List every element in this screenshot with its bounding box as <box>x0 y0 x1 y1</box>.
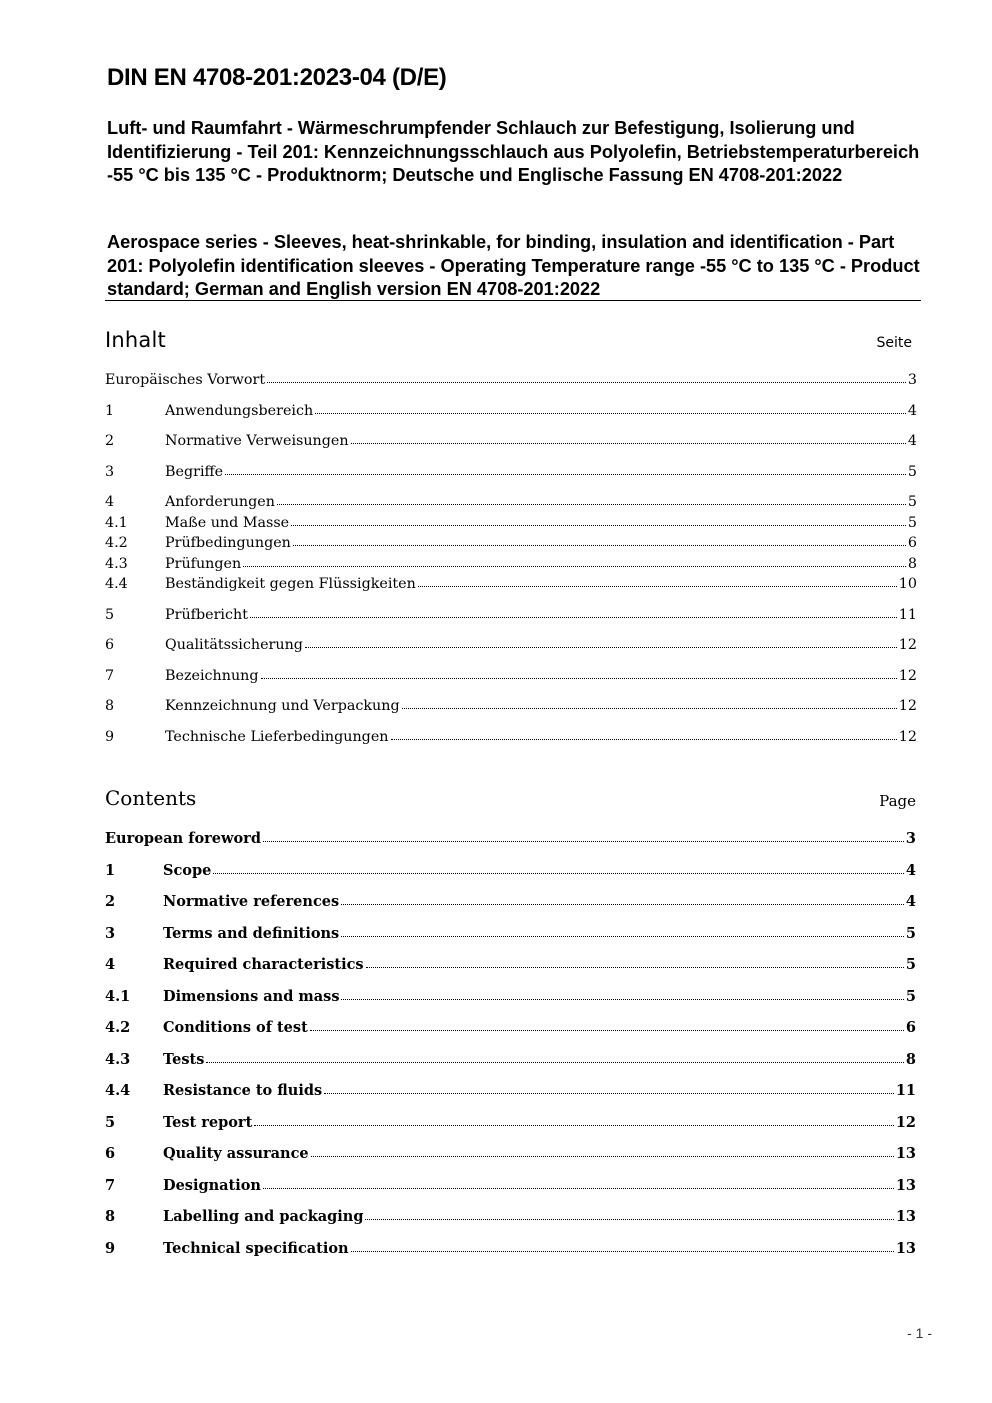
toc-entry-page: 11 <box>898 606 917 623</box>
toc-entry-page: 11 <box>895 1082 916 1099</box>
toc-dot-leader <box>402 706 897 709</box>
toc-entry-page: 5 <box>905 987 916 1005</box>
title-german: Luft- und Raumfahrt - Wärmeschrumpfender Schlauch zur Befestigung, Isolierung und Identifizierung - Teil 201: Kennzeichnungsschlauch aus Polyolefin, Betriebstemperaturbereich -55 °C bis 135 °C - Produktnorm; Deutsche und Englische Fassung EN 4708-201:2022 <box>107 118 920 186</box>
document-id: DIN EN 4708-201:2023-04 (D/E) <box>107 64 447 91</box>
toc-entry[interactable] <box>105 556 917 572</box>
toc-entry-number: 5 <box>105 1113 116 1131</box>
toc-entry-page: 3 <box>905 830 916 847</box>
toc-entry[interactable] <box>105 637 917 653</box>
toc-entry-number: 1 <box>105 402 115 419</box>
toc-entry-page: 12 <box>895 1113 916 1131</box>
toc-dot-leader <box>305 645 897 648</box>
toc-entry-title: Technical specification <box>163 1239 349 1257</box>
toc-entry-title: Begriffe <box>165 463 224 480</box>
toc-entry[interactable] <box>105 988 916 1005</box>
toc-entry-title: Beständigkeit gegen Flüssigkeiten <box>165 576 416 592</box>
toc-dot-leader <box>293 543 906 546</box>
toc-entry-title: Qualitätssicherung <box>165 637 303 653</box>
title-rule <box>105 300 921 301</box>
toc-entry-number: 7 <box>105 667 115 684</box>
toc-entry-title: Required characteristics <box>163 956 364 973</box>
title-english: Aerospace series - Sleeves, heat-shrinkable, for binding, insulation and identification - Part 201: Polyolefin identification sleeves - Operating Temperature range -55 °C to 135 °C - Product standard; German and English version EN 4708-201:2022 <box>107 232 920 300</box>
toc-entry-number: 1 <box>105 861 116 879</box>
toc-entry-title: Designation <box>163 1176 261 1194</box>
toc-entry-number: 8 <box>105 698 115 714</box>
toc-entry-page: 12 <box>898 728 917 745</box>
toc-entry-page: 5 <box>905 956 916 973</box>
toc-entry[interactable] <box>105 893 916 910</box>
toc-dot-leader <box>277 502 906 505</box>
toc-entry[interactable] <box>105 830 916 847</box>
toc-dot-leader <box>213 871 904 874</box>
toc-entry-title: European foreword <box>105 830 261 847</box>
toc-entry-number: 3 <box>105 924 116 942</box>
toc-dot-leader <box>263 1186 894 1189</box>
toc-entry-page: 6 <box>905 1019 916 1036</box>
toc-dot-leader <box>243 564 906 567</box>
toc-dot-leader <box>351 441 906 444</box>
toc-heading-german: Inhalt <box>105 328 166 352</box>
toc-entry-title: Terms and definitions <box>163 924 340 942</box>
toc-entry-title: Technische Lieferbedingungen <box>165 728 389 745</box>
toc-entry-title: Tests <box>163 1050 205 1068</box>
toc-entry-number: 4.2 <box>105 1019 131 1036</box>
page-number: - 1 - <box>907 1325 932 1341</box>
toc-heading-english: Contents <box>105 786 197 810</box>
toc-entry-page: 4 <box>907 433 917 449</box>
toc-entry-page: 13 <box>895 1208 916 1225</box>
toc-entry-title: Anforderungen <box>165 494 275 510</box>
toc-dot-leader <box>391 737 897 740</box>
toc-entry-number: 6 <box>105 637 115 653</box>
toc-entry-number: 7 <box>105 1176 116 1194</box>
toc-entry-page: 8 <box>905 1050 916 1068</box>
toc-entry-title: Quality assurance <box>163 1145 309 1162</box>
toc-entry-title: Conditions of test <box>163 1019 308 1036</box>
toc-entry[interactable] <box>105 1177 916 1194</box>
toc-dot-leader <box>365 1217 893 1220</box>
toc-entry-title: Scope <box>163 861 212 879</box>
toc-entry-page: 3 <box>907 372 917 388</box>
toc-entry-title: Bezeichnung <box>165 667 259 684</box>
toc-entry[interactable] <box>105 1082 916 1099</box>
toc-entry-title: Normative references <box>163 893 340 910</box>
toc-entry[interactable] <box>105 372 917 388</box>
toc-entry[interactable] <box>105 956 916 973</box>
toc-dot-leader <box>225 472 906 475</box>
toc-entry-number: 4.4 <box>105 576 128 592</box>
toc-entry[interactable] <box>105 668 917 684</box>
toc-entry-number: 9 <box>105 1239 116 1257</box>
toc-entry-page: 5 <box>907 463 917 480</box>
toc-dot-leader <box>418 584 897 587</box>
toc-entry-number: 4.1 <box>105 987 131 1005</box>
toc-entry-page: 5 <box>907 514 917 531</box>
toc-entry-number: 4 <box>105 494 115 510</box>
toc-dot-leader <box>351 1249 894 1252</box>
toc-entry-title: Dimensions and mass <box>163 987 340 1005</box>
toc-entry[interactable] <box>105 433 917 449</box>
toc-entry-number: 6 <box>105 1145 116 1162</box>
toc-entry-title: Normative Verweisungen <box>165 433 349 449</box>
toc-entry-title: Prüfungen <box>165 555 242 572</box>
toc-entry[interactable] <box>105 607 917 623</box>
toc-entry[interactable] <box>105 925 916 942</box>
toc-dot-leader <box>250 615 897 618</box>
toc-entry-title: Resistance to fluids <box>163 1082 323 1099</box>
toc-entry[interactable] <box>105 403 917 419</box>
toc-dot-leader <box>263 839 904 842</box>
toc-entry-number: 4.3 <box>105 1050 131 1068</box>
toc-entry[interactable] <box>105 576 917 592</box>
toc-dot-leader <box>267 380 906 383</box>
toc-page-label-german: Seite <box>876 335 912 351</box>
toc-entry-page: 5 <box>907 494 917 510</box>
toc-entry-page: 10 <box>898 576 917 592</box>
toc-entry-number: 4.1 <box>105 514 128 531</box>
toc-entry-page: 8 <box>907 555 917 572</box>
toc-dot-leader <box>254 1123 894 1126</box>
toc-dot-leader <box>324 1091 894 1094</box>
toc-page-label-english: Page <box>879 792 916 810</box>
toc-entry-page: 12 <box>898 698 917 714</box>
toc-entry[interactable] <box>105 1145 916 1162</box>
toc-entry[interactable] <box>105 1208 916 1225</box>
toc-dot-leader <box>261 676 897 679</box>
toc-dot-leader <box>341 902 904 905</box>
toc-entry-page: 12 <box>898 667 917 684</box>
toc-entry-number: 4.4 <box>105 1082 131 1099</box>
toc-entry[interactable] <box>105 535 917 551</box>
toc-entry[interactable] <box>105 729 917 745</box>
toc-entry-title: Europäisches Vorwort <box>105 372 266 388</box>
toc-entry-number: 5 <box>105 606 115 623</box>
toc-entry-title: Test report <box>163 1113 253 1131</box>
toc-entry-number: 2 <box>105 893 116 910</box>
toc-entry[interactable] <box>105 698 917 714</box>
toc-entry[interactable] <box>105 494 917 510</box>
toc-entry[interactable] <box>105 515 917 531</box>
toc-dot-leader <box>315 411 906 414</box>
toc-entry-number: 4.3 <box>105 555 128 572</box>
toc-entry-page: 4 <box>905 861 916 879</box>
toc-entry-title: Labelling and packaging <box>163 1208 364 1225</box>
toc-entry-number: 3 <box>105 463 115 480</box>
toc-entry-title: Prüfbericht <box>165 606 248 623</box>
toc-dot-leader <box>291 523 906 526</box>
toc-entry-page: 6 <box>907 535 917 551</box>
toc-entry[interactable] <box>105 1240 916 1257</box>
toc-entry-page: 5 <box>905 924 916 942</box>
toc-entry-page: 4 <box>905 893 916 910</box>
toc-entry-number: 9 <box>105 728 115 745</box>
toc-entry-title: Anwendungsbereich <box>165 402 314 419</box>
toc-entry-page: 13 <box>895 1239 916 1257</box>
toc-dot-leader <box>366 965 904 968</box>
toc-entry[interactable] <box>105 1019 916 1036</box>
toc-entry-number: 4 <box>105 956 116 973</box>
toc-entry-page: 4 <box>907 402 917 419</box>
toc-dot-leader <box>206 1060 904 1063</box>
toc-entry[interactable] <box>105 1114 916 1131</box>
toc-entry-title: Kennzeichnung und Verpackung <box>165 698 400 714</box>
toc-entry-title: Maße und Masse <box>165 514 290 531</box>
toc-entry[interactable] <box>105 1051 916 1068</box>
toc-entry-number: 8 <box>105 1208 116 1225</box>
toc-entry-page: 13 <box>895 1176 916 1194</box>
toc-entry[interactable] <box>105 862 916 879</box>
toc-entry-number: 4.2 <box>105 535 128 551</box>
toc-dot-leader <box>341 997 903 1000</box>
toc-entry[interactable] <box>105 464 917 480</box>
toc-entry-page: 13 <box>895 1145 916 1162</box>
toc-dot-leader <box>311 1154 894 1157</box>
toc-entry-number: 2 <box>105 433 115 449</box>
toc-dot-leader <box>341 934 904 937</box>
toc-dot-leader <box>310 1028 904 1031</box>
toc-entry-title: Prüfbedingungen <box>165 535 291 551</box>
toc-entry-page: 12 <box>898 637 917 653</box>
